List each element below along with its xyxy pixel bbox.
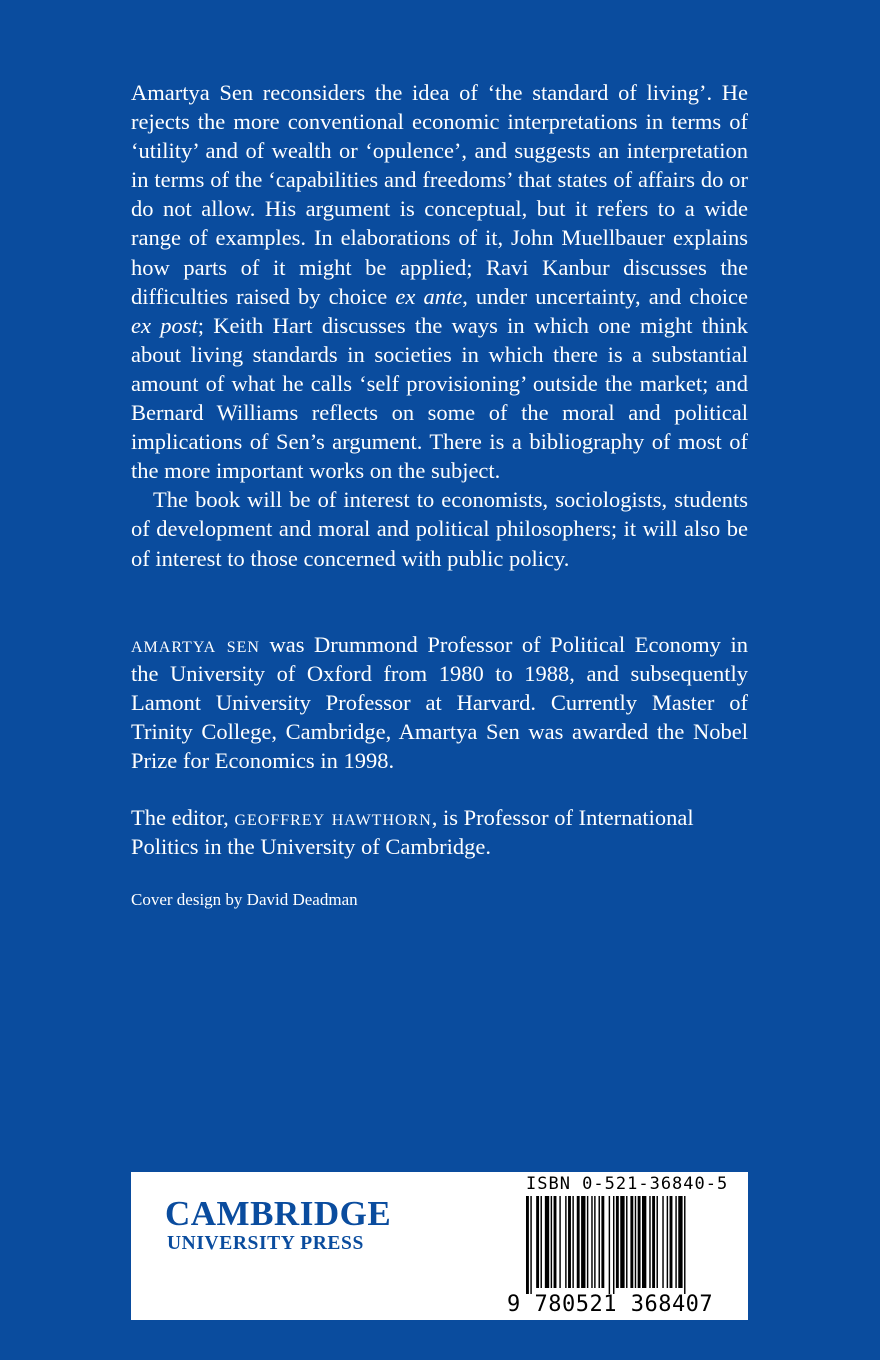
barcode-image [526,1196,738,1294]
author-bio [131,630,748,775]
barcode-bar [616,1196,619,1288]
barcode-bar [662,1196,663,1288]
barcode-bar [684,1196,685,1294]
author-bio-paragraph [131,630,748,775]
text-segment: Amartya Sen reconsiders the idea of ‘the standard of living’. He rejects the more conventional economic interpretations in terms of ‘utility’ and of wealth or ‘opulence’, and suggests an interpretation in terms of the ‘capabilities and freedoms’ that states of affairs do or do not allow. His argument is conceptual, but it refers to a wide range of examples. In elaborations of it, John Muellbauer explains how parts of it might be applied; Ravi Kanbur discusses the difficulties raised by choice [131,80,748,309]
barcode-bar [565,1196,566,1288]
author-bio-text: was Drummond Professor of Political Economy in the University of Oxford from 1980 to 1988, and subsequently Lamont University Professor at Harvard. Currently Master of Trinity College, Cambridge, Amartya Sen was awarded the Nobel Prize for Economics in 1998. [131,632,748,774]
barcode-bar [601,1196,604,1288]
publisher-name: CAMBRIDGE [165,1194,392,1233]
publisher-panel [131,1172,748,1320]
text-segment: , is Professor of International Politics in the University of Cambridge. [131,805,694,860]
barcode-bar [649,1196,650,1288]
italic-term: ex ante [395,283,463,309]
barcode-bar [594,1196,595,1288]
barcode-bar [609,1196,610,1294]
barcode-bar [541,1196,542,1288]
barcode-bar [551,1196,552,1288]
barcode-bar [630,1196,633,1288]
author-name: amartya sen [131,632,260,657]
publisher-logo [165,1196,391,1256]
barcode-bar [620,1196,624,1288]
barcode-bar [652,1196,655,1288]
isbn-text: ISBN 0-521-36840-5 [526,1174,729,1194]
barcode-bar [568,1196,571,1288]
barcode-bar [670,1196,673,1288]
description-paragraph-2: The book will be of interest to economists, sociologists, students of development and moral and political philosophers; it will also be of interest to those concerned with public policy. [131,487,748,571]
barcode-bar [572,1196,573,1288]
barcode-bar [559,1196,560,1288]
barcode-bar [667,1196,668,1288]
barcode-bar [657,1196,658,1288]
barcode-bar [536,1196,539,1288]
barcode-bar [577,1196,580,1288]
italic-term: ex post [131,312,198,338]
barcode-bar [638,1196,641,1288]
barcode-bar [613,1196,614,1294]
editor-bio-paragraph [131,803,748,861]
barcode-bar [526,1196,529,1294]
barcode-bar [678,1196,682,1288]
publisher-subname: UNIVERSITY PRESS [167,1233,364,1254]
editor-bio [131,803,748,861]
barcode-bar [635,1196,636,1288]
barcode-bar [675,1196,676,1288]
editor-name: geoffrey hawthorn [234,805,432,830]
barcode-number: 9 780521 368407 [507,1292,714,1317]
barcode-bar [591,1196,592,1288]
text-segment: , under uncertainty, and choice [462,283,749,309]
barcode-bar [599,1196,600,1288]
barcode-bar [626,1196,627,1288]
barcode-bar [545,1196,549,1288]
text-segment: The editor, [131,805,235,830]
barcode-bar [554,1196,557,1288]
barcode-bar [642,1196,646,1288]
barcode-bar [530,1196,531,1294]
barcode-bar [581,1196,585,1288]
cover-credit: Cover design by David Deadman [131,890,358,909]
description-text [131,78,748,573]
description-paragraph-1 [131,78,748,485]
barcode-bar [587,1196,588,1288]
text-segment: ; Keith Hart discusses the ways in which one might think about living standards in societies in which there is a substantial amount of what he calls ‘self provisioning’ outside the market; and Bernard Williams reflects on some of the moral and political implications of Sen’s argument. There is a bibliography of most of the more important works on the subject. [131,312,748,484]
